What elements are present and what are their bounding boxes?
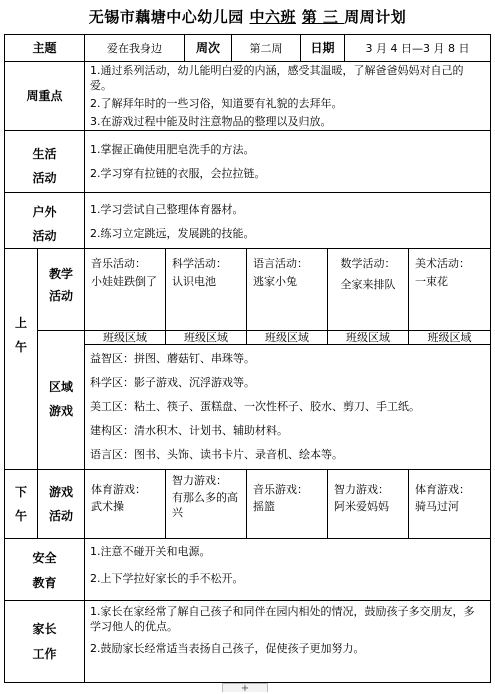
week-label: 周次: [195, 40, 220, 55]
afternoon-label-1: 下: [14, 485, 27, 499]
table-border: [490, 34, 491, 683]
area-games-label-2: 游戏: [48, 404, 73, 418]
game-activity-label: [38, 470, 84, 538]
add-button[interactable]: +: [222, 683, 268, 692]
life-label: [5, 131, 84, 192]
morning-label: [5, 249, 37, 469]
teaching-name: 一束花: [415, 275, 448, 288]
outdoor-list: [85, 193, 490, 248]
game-cell: [409, 470, 490, 538]
game-type: 音乐游戏：: [253, 483, 308, 496]
weekly-focus-item: 1.通过系列活动，幼儿能明白爱的内涵，感受其温暖，了解爸爸妈妈对自己的爱。: [90, 64, 464, 92]
title-prefix: 无锡市藕塘中心幼儿园: [88, 8, 250, 26]
game-type: 智力游戏：: [334, 483, 389, 496]
life-label-1: 生活: [32, 147, 57, 161]
teaching-name: 全家来排队: [340, 278, 396, 291]
week-value: 第二周: [249, 41, 283, 55]
teaching-cell: [166, 249, 246, 330]
game-cell: [85, 470, 165, 538]
area-item: 建构区：清水积木、计划书、辅助材料。: [90, 424, 288, 437]
area-item: 科学区：影子游戏、沉浮游戏等。: [90, 376, 255, 389]
safety-label-1: 安全: [32, 551, 57, 565]
game-type: 体育游戏：: [91, 483, 146, 496]
outdoor-item: 2.练习立定跳远，发展跳的技能。: [90, 227, 255, 240]
game-cell: [328, 470, 408, 538]
game-activity-label-1: 游戏: [48, 485, 73, 499]
teaching-type: 语言活动：: [253, 257, 308, 270]
title-suffix: 周周计划: [344, 8, 407, 26]
game-cell: [247, 470, 327, 538]
teaching-type: 数学活动：: [340, 257, 396, 270]
safety-list: [85, 539, 490, 600]
teaching-type: 科学活动：: [172, 257, 227, 270]
morning-label-1: 上: [14, 316, 27, 330]
weekly-focus-item: 2.了解拜年时的一些习俗，知道要有礼貌的去拜年。: [90, 97, 343, 110]
teaching-cell: [328, 249, 408, 330]
weekly-focus-item: 3.在游戏过程中能及时注意物品的整理以及归放。: [90, 115, 332, 128]
life-item: 1.掌握正确使用肥皂洗手的方法。: [90, 143, 255, 156]
teaching-name: 认识电池: [172, 275, 216, 288]
date-label: 日期: [310, 40, 335, 55]
theme-label: 主题: [32, 40, 57, 55]
teaching-cell: [247, 249, 327, 330]
outdoor-label-1: 户外: [32, 205, 57, 219]
game-name: 武术操: [91, 500, 124, 513]
teaching-label-1: 教学: [48, 267, 73, 281]
parents-label-1: 家长: [32, 622, 57, 636]
safety-item: 1.注意不碰开关和电源。: [90, 545, 211, 558]
title-class: 中六班: [249, 8, 297, 26]
teaching-label: [38, 249, 84, 330]
area-item: 益智区：拼图、蘑菇钉、串珠等。: [90, 352, 255, 365]
game-type: 智力游戏：: [172, 474, 227, 487]
life-label-2: 活动: [32, 171, 57, 185]
safety-label: [5, 539, 84, 600]
parents-list: [85, 601, 490, 682]
area-games-label: [38, 331, 84, 469]
teaching-cell: [85, 249, 165, 330]
outdoor-label-2: 活动: [32, 229, 57, 243]
outdoor-label: [5, 193, 84, 248]
afternoon-label: [5, 470, 37, 538]
teaching-type: 音乐活动：: [91, 257, 146, 270]
area-games-list: [85, 345, 490, 469]
safety-label-2: 教育: [32, 576, 57, 590]
parents-label-2: 工作: [32, 647, 57, 661]
life-item: 2.学习穿有拉链的衣服，会拉拉链。: [90, 167, 266, 180]
game-name: 有那么多的高兴: [172, 491, 238, 519]
parents-item: 2.鼓励家长经常适当表扬自己孩子，促使孩子更加努力。: [90, 642, 365, 655]
game-name: 骑马过河: [415, 500, 459, 513]
teaching-type: 美术活动：: [415, 257, 470, 270]
game-activity-label-2: 活动: [48, 509, 73, 523]
area-item: 美工区：粘土、筷子、蛋糕盘、一次性杯子、胶水、剪刀、手工纸。: [90, 400, 420, 413]
teaching-label-2: 活动: [48, 289, 73, 303]
date-value: 3 月 4 日—3 月 8 日: [365, 41, 470, 55]
weekly-focus-label: 周重点: [26, 88, 63, 103]
morning-label-2: 午: [14, 340, 27, 354]
teaching-name: 小娃娃跌倒了: [91, 275, 157, 288]
safety-item: 2.上下学拉好家长的手不松开。: [90, 572, 244, 585]
teaching-name: 逃家小兔: [253, 275, 297, 288]
area-header-cell: 班级区域: [265, 331, 309, 344]
weekly-focus-list: [85, 62, 490, 130]
area-header-cell: 班级区域: [103, 331, 147, 344]
teaching-cell: [409, 249, 490, 330]
parents-label: [5, 601, 84, 682]
area-header-cell: 班级区域: [184, 331, 228, 344]
afternoon-label-2: 午: [14, 509, 27, 523]
game-name: 阿米爱妈妈: [334, 500, 389, 513]
game-type: 体育游戏：: [415, 483, 470, 496]
page-title: [0, 6, 495, 27]
area-item: 语言区：图书、头饰、读书卡片、录音机、绘本等。: [90, 448, 343, 461]
area-games-label-1: 区域: [48, 380, 73, 394]
title-week: 第 三: [301, 8, 345, 26]
weekly-plan-table: [4, 34, 491, 683]
parents-item: 1.家长在家经常了解自己孩子和同伴在园内相处的情况，鼓励孩子多交朋友，多学习他人的优点。: [90, 605, 475, 633]
outdoor-item: 1.学习尝试自己整理体育器材。: [90, 203, 244, 216]
area-header-cell: 班级区域: [427, 331, 472, 344]
life-list: [85, 131, 490, 192]
area-header-cell: 班级区域: [346, 331, 390, 344]
game-cell: [166, 470, 246, 538]
theme-value: 爱在我身边: [107, 41, 162, 55]
game-name: 摇篮: [253, 500, 275, 513]
